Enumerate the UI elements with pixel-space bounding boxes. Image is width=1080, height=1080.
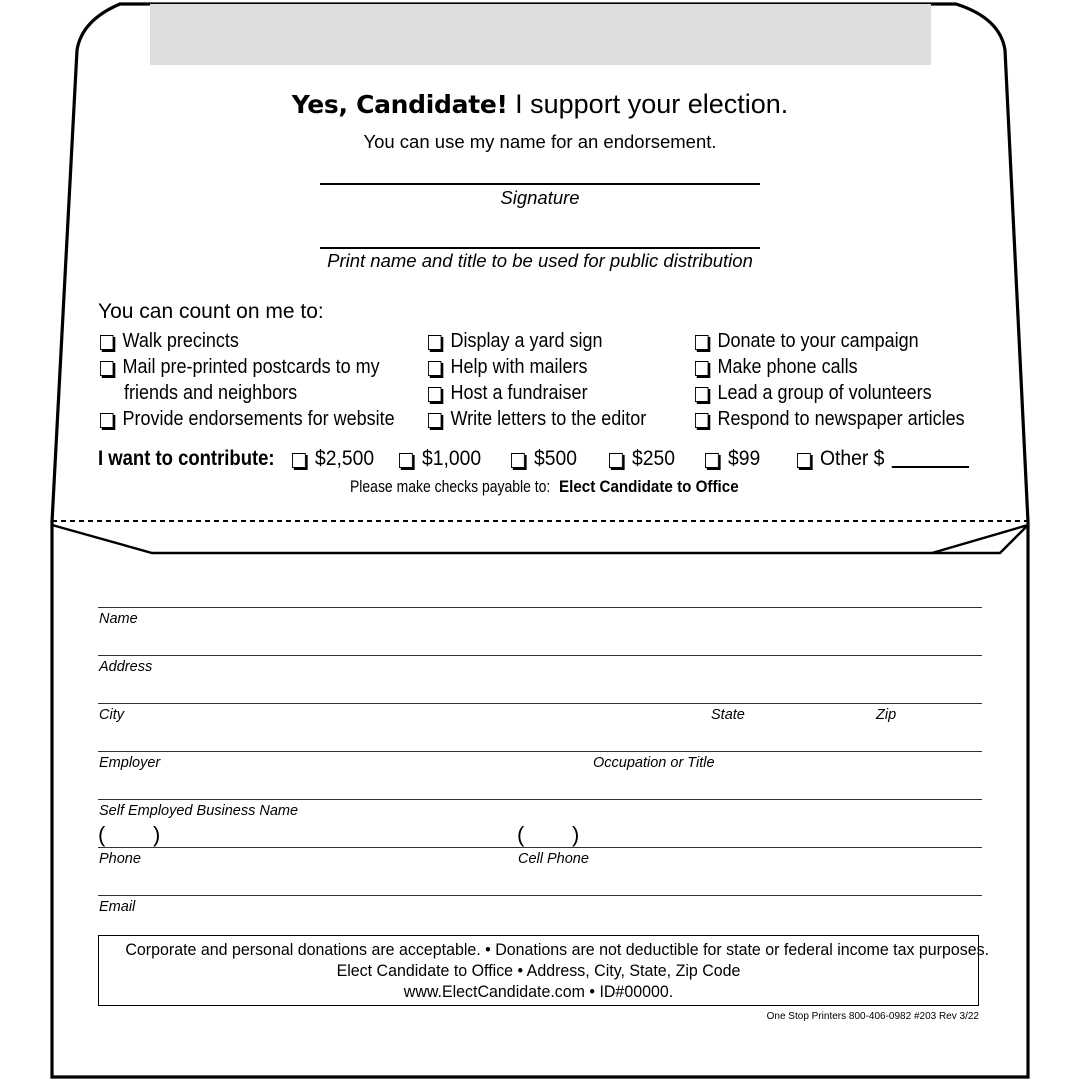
email-label: Email	[99, 899, 136, 915]
option-respond-articles[interactable]: Respond to newspaper articles	[695, 407, 965, 431]
name-label: Name	[99, 611, 138, 627]
checkbox-icon[interactable]	[695, 335, 709, 350]
volunteer-title: You can count on me to:	[98, 300, 324, 323]
cell-area-code-open: (	[517, 822, 525, 847]
occupation-label: Occupation or Title	[593, 755, 715, 771]
headline-bold: Yes, Candidate!	[291, 90, 508, 119]
city-state-zip-field[interactable]	[98, 703, 982, 704]
gummed-flap-strip	[150, 4, 931, 65]
employer-occupation-field[interactable]	[98, 751, 982, 752]
subhead: You can use my name for an endorsement.	[363, 131, 717, 152]
legal-notice-box	[98, 935, 990, 1006]
checkbox-icon[interactable]	[511, 453, 525, 468]
address-field[interactable]	[98, 655, 982, 656]
checkbox-icon[interactable]	[399, 453, 413, 468]
checkbox-icon[interactable]	[292, 453, 306, 468]
headline-rest: I support your election.	[507, 89, 789, 119]
checkbox-icon[interactable]	[100, 361, 114, 376]
checkbox-icon[interactable]	[609, 453, 623, 468]
checkbox-icon[interactable]	[428, 413, 442, 428]
amount-other[interactable]: Other $	[797, 446, 969, 472]
checkbox-icon[interactable]	[100, 335, 114, 350]
signature-field[interactable]	[320, 183, 760, 185]
headline	[0, 89, 1080, 120]
signature-label: Signature	[500, 187, 580, 208]
option-mail-postcards[interactable]: Mail pre-printed postcards to my	[100, 355, 380, 379]
checkbox-icon[interactable]	[695, 361, 709, 376]
self-employed-label: Self Employed Business Name	[99, 803, 299, 819]
city-label: City	[99, 707, 124, 723]
email-field[interactable]	[98, 895, 982, 896]
amount-500[interactable]: $500	[511, 446, 577, 472]
amount-250[interactable]: $250	[609, 446, 675, 472]
notice-line-3: www.ElectCandidate.com • ID#00000.	[403, 982, 674, 1001]
contribute-label: I want to contribute:	[98, 447, 275, 470]
printer-credit: One Stop Printers 800-406-0982 #203 Rev 3/22	[766, 1011, 979, 1022]
state-label: State	[711, 707, 745, 723]
name-field[interactable]	[98, 607, 982, 608]
cell-area-code-close: )	[572, 822, 580, 847]
phone-cell-field[interactable]	[98, 847, 982, 848]
cell-phone-label: Cell Phone	[518, 851, 589, 867]
payable-to: Elect Candidate to Office	[559, 478, 739, 496]
option-phone-calls[interactable]: Make phone calls	[695, 355, 858, 379]
zip-label: Zip	[876, 707, 897, 723]
phone-label: Phone	[99, 851, 141, 867]
checkbox-icon[interactable]	[428, 335, 442, 350]
other-amount-field[interactable]	[892, 466, 969, 468]
payable-note: Please make checks payable to:Elect Candidate to Office	[350, 478, 739, 496]
phone-area-code-open: (	[98, 822, 106, 847]
amount-2500[interactable]: $2,500	[292, 446, 374, 472]
employer-label: Employer	[99, 755, 161, 771]
option-lead-volunteers[interactable]: Lead a group of volunteers	[695, 381, 932, 405]
amount-99[interactable]: $99	[705, 446, 760, 472]
option-walk-precincts[interactable]: Walk precincts	[100, 329, 239, 353]
option-mail-postcards-continuation: friends and neighbors	[124, 381, 298, 404]
print-name-field[interactable]	[320, 247, 760, 249]
option-yard-sign[interactable]: Display a yard sign	[428, 329, 603, 353]
checkbox-icon[interactable]	[695, 387, 709, 402]
address-label: Address	[99, 659, 153, 675]
checkbox-icon[interactable]	[797, 453, 811, 468]
print-name-label: Print name and title to be used for public distribution	[327, 250, 753, 271]
phone-area-code-close: )	[153, 822, 161, 847]
checkbox-icon[interactable]	[705, 453, 719, 468]
option-help-mailers[interactable]: Help with mailers	[428, 355, 588, 379]
notice-line-1: Corporate and personal donations are acceptable. • Donations are not deductible for state or federal income tax purposes.	[125, 940, 990, 959]
amount-1000[interactable]: $1,000	[399, 446, 481, 472]
option-provide-endorsements[interactable]: Provide endorsements for website	[100, 407, 395, 431]
notice-line-2: Elect Candidate to Office • Address, City, State, Zip Code	[336, 961, 741, 980]
option-write-letters[interactable]: Write letters to the editor	[428, 407, 646, 431]
self-employed-field[interactable]	[98, 799, 982, 800]
checkbox-icon[interactable]	[695, 413, 709, 428]
checkbox-icon[interactable]	[428, 361, 442, 376]
checkbox-icon[interactable]	[428, 387, 442, 402]
option-host-fundraiser[interactable]: Host a fundraiser	[428, 381, 588, 405]
checkbox-icon[interactable]	[100, 413, 114, 428]
option-donate[interactable]: Donate to your campaign	[695, 329, 919, 353]
